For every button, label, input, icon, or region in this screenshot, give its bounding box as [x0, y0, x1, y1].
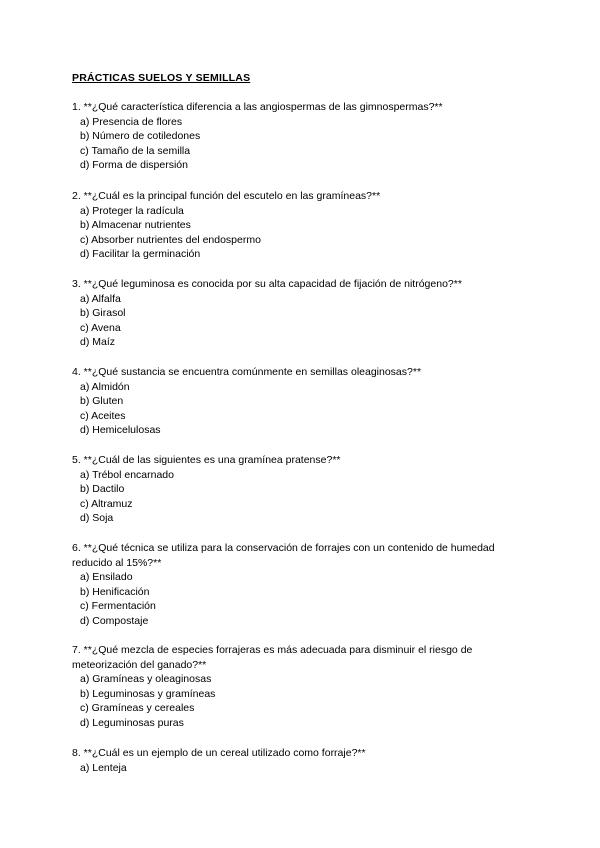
- option: c) Absorber nutrientes del endospermo: [80, 233, 261, 246]
- option: c) Aceites: [80, 409, 126, 422]
- options-list: [72, 204, 532, 262]
- option: b) Almacenar nutrientes: [80, 219, 191, 231]
- question-text: 1. **¿Qué característica diferencia a las angiospermas de las gimnospermas?**: [72, 101, 443, 113]
- options-list: [72, 672, 532, 730]
- page-title: PRÁCTICAS SUELOS Y SEMILLAS: [72, 72, 251, 84]
- option: a) Alfalfa: [80, 292, 121, 305]
- option: b) Girasol: [80, 307, 126, 319]
- option: c) Gramíneas y cereales: [80, 702, 195, 714]
- question-text: 4. **¿Qué sustancia se encuentra comúnmente en semillas oleaginosas?**: [72, 366, 422, 378]
- options-list: [72, 115, 532, 173]
- question-text: 3. **¿Qué leguminosa es conocida por su alta capacidad de fijación de nitrógeno?**: [72, 278, 462, 290]
- question-3: [72, 277, 532, 350]
- option: d) Forma de dispersión: [80, 159, 188, 171]
- option: a) Presencia de flores: [80, 115, 183, 128]
- question-text: 2. **¿Cuál es la principal función del escutelo en las gramíneas?**: [72, 190, 381, 202]
- question-7: [72, 643, 532, 730]
- question-2: [72, 189, 532, 262]
- option: d) Leguminosas puras: [80, 716, 184, 729]
- question-4: [72, 365, 532, 438]
- option: d) Soja: [80, 512, 114, 524]
- option: b) Número de cotiledones: [80, 130, 201, 142]
- option: c) Altramuz: [80, 497, 133, 510]
- option: a) Almidón: [80, 380, 130, 393]
- option: a) Ensilado: [80, 571, 133, 583]
- option: a) Proteger la radícula: [80, 204, 184, 217]
- option: d) Maíz: [80, 336, 116, 348]
- option: a) Gramíneas y oleaginosas: [80, 673, 212, 685]
- option: a) Lenteja: [80, 761, 127, 774]
- options-list: [72, 761, 532, 776]
- options-list: [72, 380, 532, 438]
- question-text: 7. **¿Qué mezcla de especies forrajeras es más adecuada para disminuir el riesgo de meteorización del ganado?**: [72, 644, 473, 671]
- option: b) Leguminosas y gramíneas: [80, 687, 216, 700]
- question-8: [72, 746, 532, 775]
- options-list: [72, 292, 532, 350]
- option: a) Trébol encarnado: [80, 468, 174, 481]
- question-5: [72, 453, 532, 526]
- option: d) Hemicelulosas: [80, 424, 161, 436]
- question-1: [72, 100, 532, 173]
- option: b) Henificación: [80, 585, 150, 598]
- options-list: [72, 468, 532, 526]
- question-6: [72, 541, 532, 628]
- option: c) Tamaño de la semilla: [80, 144, 191, 157]
- question-text: 5. **¿Cuál de las siguientes es una gramínea pratense?**: [72, 454, 341, 466]
- option: c) Fermentación: [80, 600, 156, 612]
- option: b) Dactilo: [80, 483, 125, 495]
- option: c) Avena: [80, 321, 121, 334]
- option: d) Facilitar la germinación: [80, 248, 201, 260]
- option: d) Compostaje: [80, 614, 149, 627]
- question-text: 6. **¿Qué técnica se utiliza para la conservación de forrajes con un contenido de humedad reducido al 15%?**: [72, 542, 495, 569]
- options-list: [72, 570, 532, 628]
- option: b) Gluten: [80, 395, 124, 407]
- question-text: 8. **¿Cuál es un ejemplo de un cereal utilizado como forraje?**: [72, 747, 366, 759]
